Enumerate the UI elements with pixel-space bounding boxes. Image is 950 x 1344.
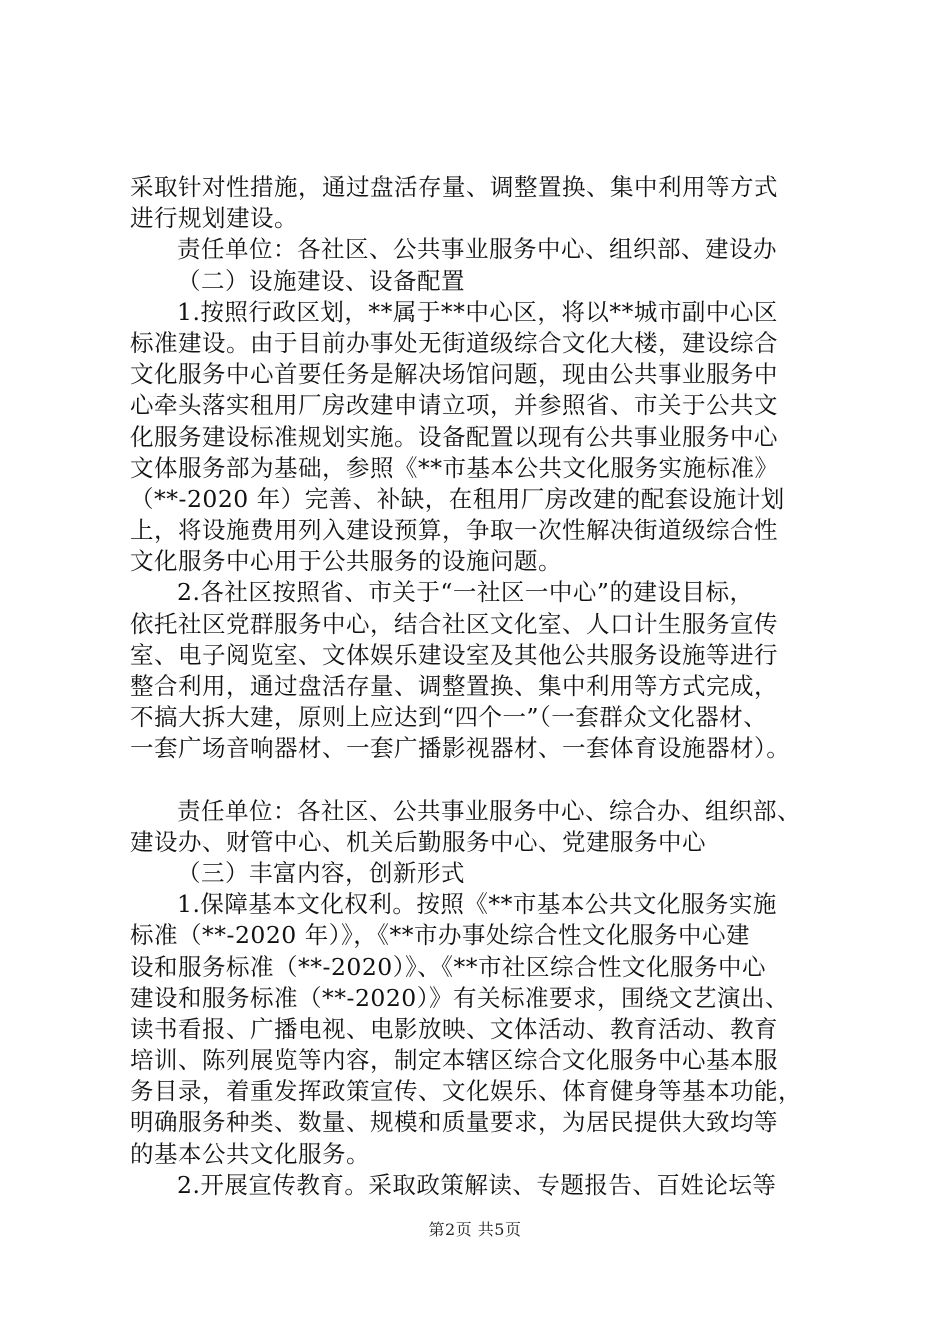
paragraph-start: 1.保障基本文化权利。按照《**市基本公共文化服务实施	[177, 890, 777, 919]
text-line: 依托社区党群服务中心，结合社区文化室、人口计生服务宣传	[130, 609, 778, 638]
text-line: 化服务建设标准规划实施。设备配置以现有公共事业服务中心	[130, 422, 778, 451]
text-line: 一套广场音响器材、一套广播影视器材、一套体育设施器材）。	[130, 734, 791, 763]
text-line: 建设办、财管中心、机关后勤服务中心、党建服务中心	[130, 827, 706, 856]
text-line: 文体服务部为基础，参照《**市基本公共文化服务实施标准》	[130, 453, 779, 482]
responsible-units-line: 责任单位：各社区、公共事业服务中心、组织部、建设办	[177, 235, 777, 264]
responsible-units-line: 责任单位：各社区、公共事业服务中心、综合办、组织部、	[177, 796, 801, 825]
document-body	[130, 172, 830, 1201]
paragraph-start: 2.开展宣传教育。采取政策解读、专题报告、百姓论坛等	[177, 1170, 777, 1199]
text-line: 室、电子阅览室、文体娱乐建设室及其他公共服务设施等进行	[130, 640, 778, 669]
paragraph-start: 1.按照行政区划，**属于**中心区，将以**城市副中心区	[177, 297, 778, 326]
text-line: 读书看报、广播电视、电影放映、文体活动、教育活动、教育	[130, 1014, 778, 1043]
text-line: 文化服务中心首要任务是解决场馆问题，现由公共事业服务中	[130, 360, 778, 389]
text-line: 培训、陈列展览等内容，制定本辖区综合文化服务中心基本服	[130, 1046, 778, 1075]
text-line: 整合利用，通过盘活存量、调整置换、集中利用等方式完成，	[130, 672, 778, 700]
text-line: 采取针对性措施，通过盘活存量、调整置换、集中利用等方式	[130, 173, 778, 201]
paragraph-start: 2.各社区按照省、市关于“一社区一中心”的建设目标，	[177, 578, 754, 607]
text-line: 务目录，着重发挥政策宣传、文化娱乐、体育健身等基本功能，	[130, 1077, 802, 1106]
text-line: 上，将设施费用列入建设预算，争取一次性解决街道级综合性	[130, 516, 778, 545]
text-line: （**-2020 年）完善、补缺，在租用厂房改建的配套设施计划	[130, 484, 785, 513]
section-heading: （二）设施建设、设备配置	[177, 266, 465, 295]
text-line: 不搞大拆大建，原则上应达到“四个一”（一套群众文化器材、	[130, 703, 768, 732]
text-line: 心牵头落实租用厂房改建申请立项，并参照省、市关于公共文	[130, 391, 778, 420]
text-line: 的基本公共文化服务。	[130, 1139, 370, 1168]
text-line: 标准（**-2020 年）》，《**市办事处综合性文化服务中心建	[130, 921, 750, 950]
text-line: 文化服务中心用于公共服务的设施问题。	[130, 547, 562, 576]
page-number-footer: 第2页 共5页	[428, 1220, 522, 1239]
blank-line	[130, 765, 830, 796]
text-line: 进行规划建设。	[130, 204, 298, 233]
text-line: 设和服务标准（**-2020）》、《**市社区综合性文化服务中心	[130, 952, 766, 981]
text-line: 标准建设。由于目前办事处无街道级综合文化大楼，建设综合	[130, 328, 778, 357]
text-line: 建设和服务标准（**-2020）》有关标准要求，围绕文艺演出、	[130, 983, 789, 1012]
text-line: 明确服务种类、数量、规模和质量要求，为居民提供大致均等	[130, 1108, 778, 1137]
section-heading: （三）丰富内容，创新形式	[177, 858, 465, 887]
